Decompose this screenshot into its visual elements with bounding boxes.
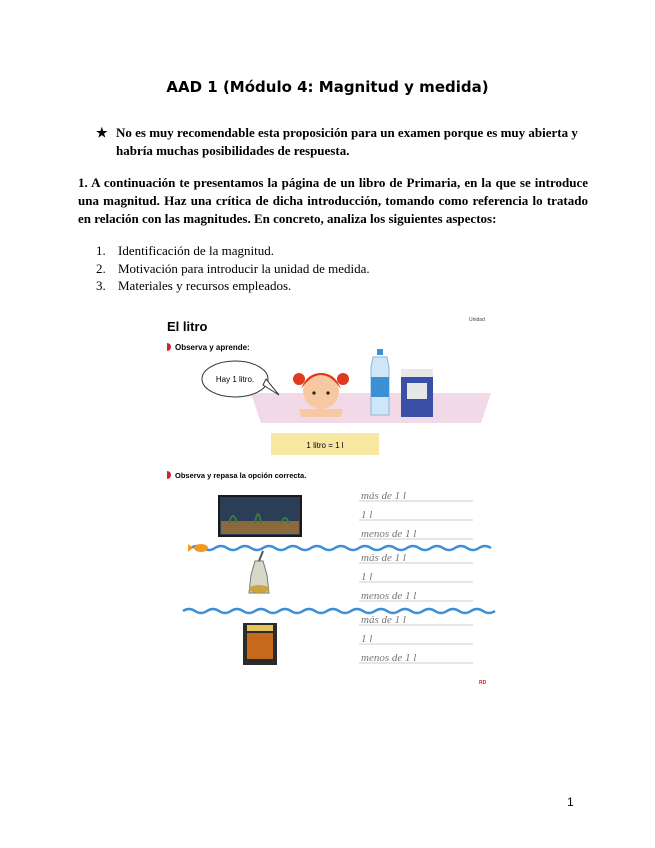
list-text: Motivación para introducir la unidad de medida. xyxy=(118,260,370,276)
aspects-list xyxy=(96,242,370,295)
book-corner-label: Unidad xyxy=(469,317,485,323)
list-item xyxy=(96,277,370,295)
option-more: más de 1 l xyxy=(361,552,406,564)
list-text: Materiales y recursos empleados. xyxy=(118,278,292,293)
aquarium-icon xyxy=(219,496,301,536)
note-text: No es muy recomendable esta proposición para un examen porque es muy abierta y habría muchas posibilidades de respuesta. xyxy=(116,125,578,158)
option-less: menos de 1 l xyxy=(361,652,417,664)
option-equal: 1 l xyxy=(361,633,373,645)
star-bullet-icon: ★ xyxy=(96,125,108,140)
section2-label: Observa y repasa la opción correcta. xyxy=(175,471,307,480)
option-equal: 1 l xyxy=(361,571,373,583)
book-footer-logo: RD xyxy=(479,680,487,686)
juice-carton-icon xyxy=(243,623,277,665)
list-number: 2. xyxy=(96,260,106,276)
option-less: menos de 1 l xyxy=(361,528,417,540)
page-title: AAD 1 (Módulo 4: Magnitud y medida) xyxy=(166,78,489,96)
textbook-page-image xyxy=(163,311,505,689)
option-more: más de 1 l xyxy=(361,614,406,626)
list-text: Identificación de la magnitud. xyxy=(118,243,274,258)
bubble-text: Hay 1 litro. xyxy=(215,375,255,384)
equation-text: 1 litro = 1 l xyxy=(306,441,344,450)
note xyxy=(96,124,596,160)
option-more: más de 1 l xyxy=(361,490,406,502)
book-heading: El litro xyxy=(167,319,208,334)
list-number: 3. xyxy=(96,278,106,293)
list-item xyxy=(96,260,370,278)
page-number: 1 xyxy=(567,795,574,809)
list-number: 1. xyxy=(96,243,106,258)
section1-label: Observa y aprende: xyxy=(175,343,250,352)
option-less: menos de 1 l xyxy=(361,590,417,602)
water-bottle-icon xyxy=(371,349,389,415)
option-equal: 1 l xyxy=(361,509,373,521)
list-item xyxy=(96,242,370,260)
question-text: 1. A continuación te presentamos la página de un libro de Primaria, en la que se introduce una magnitud. Haz una crítica de dicha introducción, tomando como referencia lo tratado en relación con las magnitudes. En concreto, analiza los siguientes aspectos: xyxy=(78,175,588,226)
milk-carton-icon xyxy=(401,369,433,417)
